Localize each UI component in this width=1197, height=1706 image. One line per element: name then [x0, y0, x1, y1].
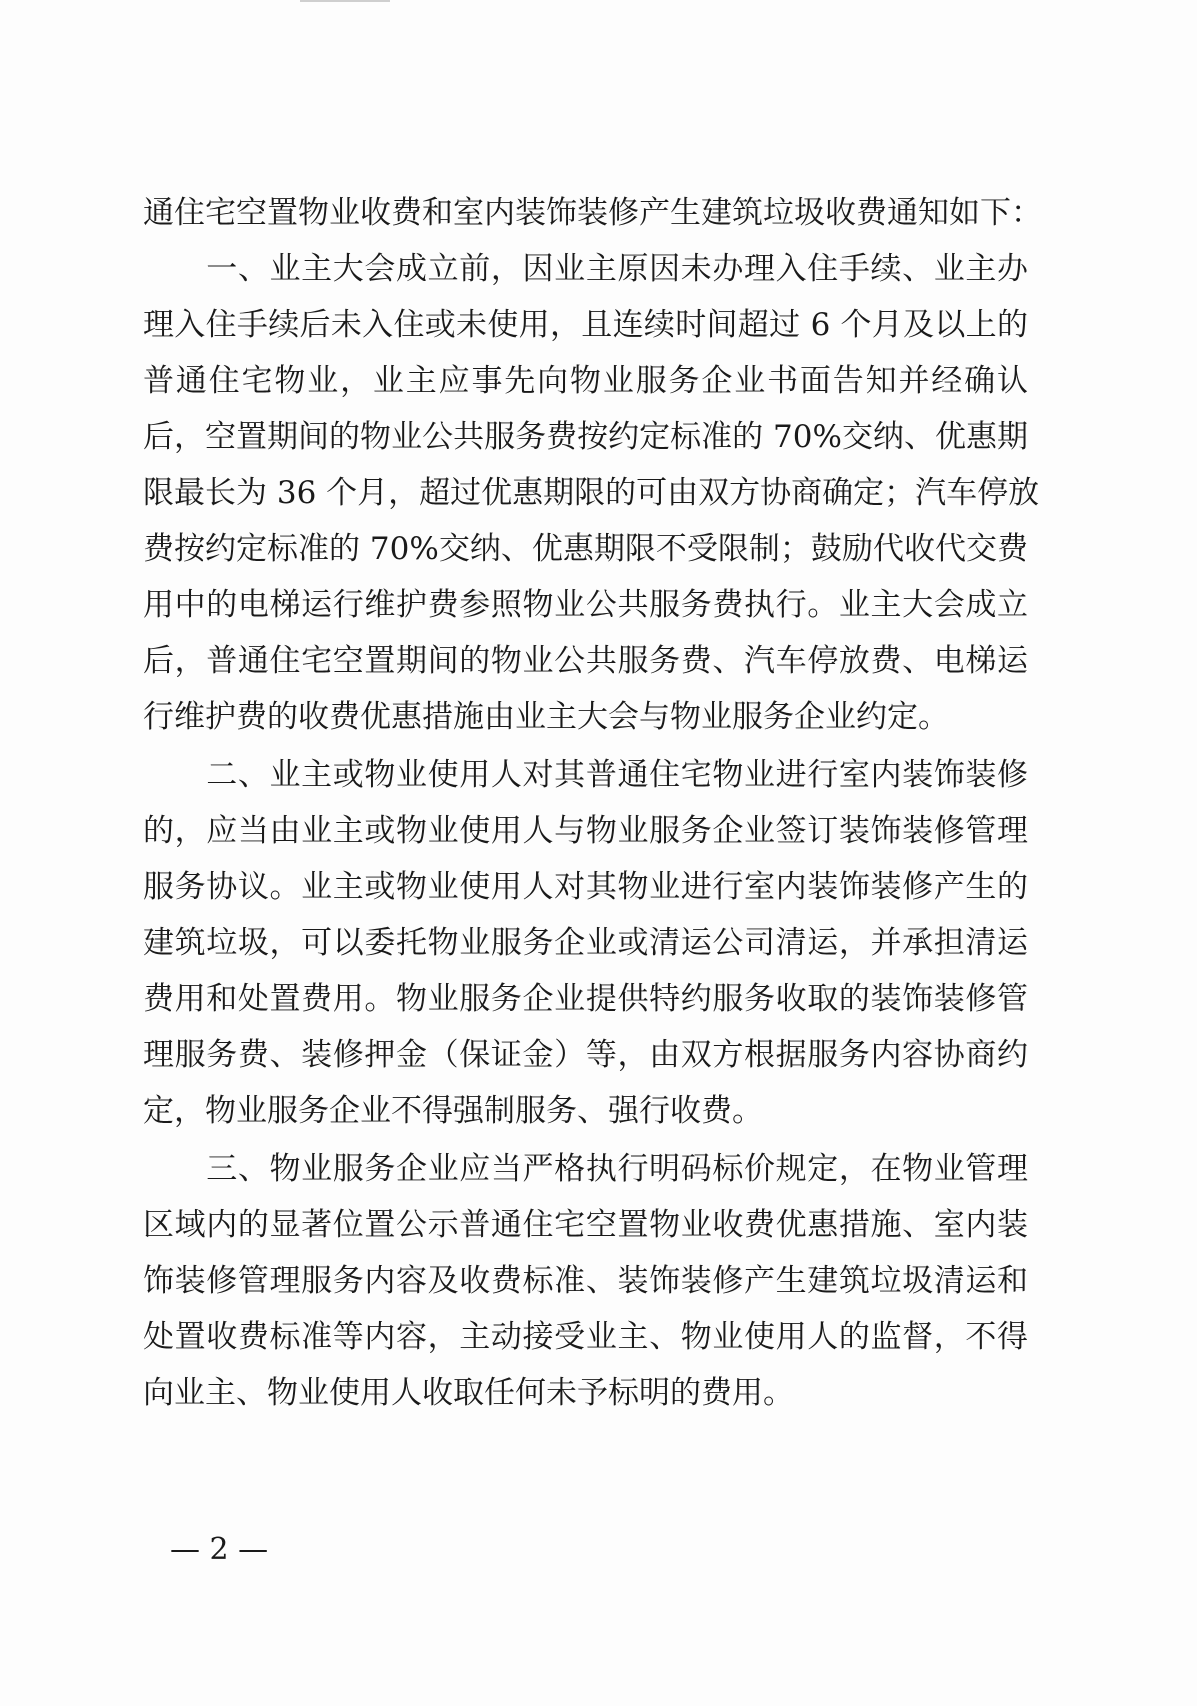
text-line: 用中的电梯运行维护费参照物业公共服务费执行。业主大会成立 [143, 587, 1028, 623]
text-line: 二、业主或物业使用人对其普通住宅物业进行室内装饰装修 [143, 757, 1028, 793]
scan-mark-top [300, 0, 390, 2]
text-line: 一、业主大会成立前，因业主原因未办理入住手续、业主办 [143, 251, 1028, 287]
text-line: 后，普通住宅空置期间的物业公共服务费、汽车停放费、电梯运 [143, 643, 1028, 679]
text-line: 区域内的显著位置公示普通住宅空置物业收费优惠措施、室内装 [143, 1207, 1028, 1243]
text-line: 饰装修管理服务内容及收费标准、装饰装修产生建筑垃圾清运和 [143, 1263, 1028, 1299]
text-line: 三、物业服务企业应当严格执行明码标价规定，在物业管理 [143, 1151, 1028, 1187]
text-line: 后，空置期间的物业公共服务费按约定标准的 70%交纳、优惠期 [143, 419, 1028, 455]
text-line: 建筑垃圾，可以委托物业服务企业或清运公司清运，并承担清运 [143, 925, 1028, 961]
text-line: 费按约定标准的 70%交纳、优惠期限不受限制；鼓励代收代交费 [143, 531, 1028, 567]
page-number: — 2 — [170, 1532, 269, 1567]
text-line: 理服务费、装修押金（保证金）等，由双方根据服务内容协商约 [143, 1037, 1028, 1073]
text-line: 的，应当由业主或物业使用人与物业服务企业签订装饰装修管理 [143, 813, 1028, 849]
text-line: 理入住手续后未入住或未使用，且连续时间超过 6 个月及以上的 [143, 307, 1028, 343]
text-line: 费用和处置费用。物业服务企业提供特约服务收取的装饰装修管 [143, 981, 1028, 1017]
text-line: 处置收费标准等内容，主动接受业主、物业使用人的监督，不得 [143, 1319, 1028, 1355]
text-line: 限最长为 36 个月，超过优惠期限的可由双方协商确定；汽车停放 [143, 475, 1040, 511]
text-line: 普通住宅物业，业主应事先向物业服务企业书面告知并经确认 [143, 363, 1028, 399]
text-line: 向业主、物业使用人收取任何未予标明的费用。 [143, 1375, 794, 1411]
text-line: 通住宅空置物业收费和室内装饰装修产生建筑垃圾收费通知如下： [143, 195, 1042, 231]
text-line: 行维护费的收费优惠措施由业主大会与物业服务企业约定。 [143, 699, 949, 735]
text-line: 服务协议。业主或物业使用人对其物业进行室内装饰装修产生的 [143, 869, 1028, 905]
text-line: 定，物业服务企业不得强制服务、强行收费。 [143, 1093, 763, 1129]
